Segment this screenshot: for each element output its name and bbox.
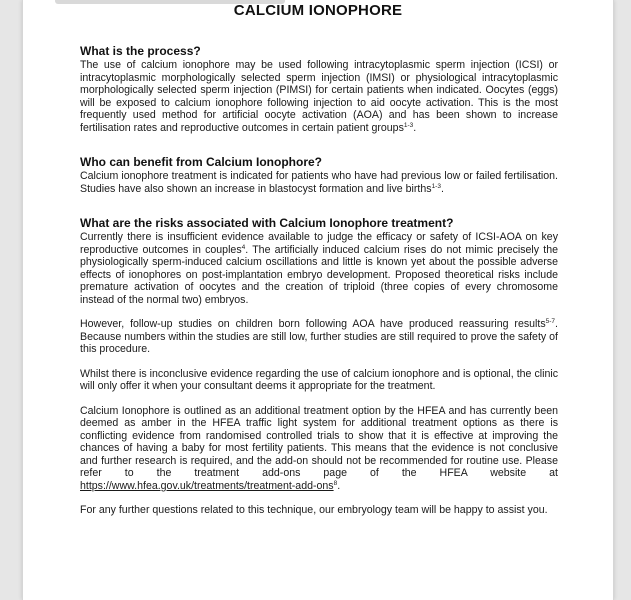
section-paragraph: Whilst there is inconclusive evidence regarding the use of calcium ionophore and is optional, the clinic will only offer it when your consultant deems it appropriate for the treatment. [80, 367, 558, 392]
document-title: CALCIUM IONOPHORE [233, 2, 403, 19]
section-paragraph: For any further questions related to this technique, our embryology team will be happy to assist you. [80, 504, 548, 516]
section-paragraph [80, 405, 558, 493]
section-risks [80, 216, 558, 517]
paragraph-text: . Because numbers within the studies are still low, further studies are still required to prove the safety of this procedure. [80, 318, 558, 355]
citation: 8 [333, 479, 338, 487]
citation: 1-3 [431, 182, 441, 190]
section-heading: What are the risks associated with Calcium Ionophore treatment? [80, 216, 454, 230]
paragraph-text: . [440, 182, 444, 195]
section-process [80, 44, 558, 134]
document-body [80, 44, 558, 517]
paragraph-text: Calcium Ionophore is outlined as an additional treatment option by the HFEA and has currently been deemed as amber in the HFEA traffic light system for additional treatment options as there is conflicting evidence from randomised controlled trials to show that it is effective at improving the chances of having a baby for most fertility patients. This means that the evidence is not conclusive and further research is required, and the add-on should not be recommended for routine use. Please refer to the treatment add-ons page of the HFEA website at [80, 404, 558, 479]
section-who-can-benefit [80, 155, 558, 195]
paragraph-text: The use of calcium ionophore may be used following intracytoplasmic sperm injection (ICSI) or intracytoplasmic morphologically selected sperm injection (IMSI) or physiological intracytoplasmic morphologically selected sperm injection (PIMSI) for certain patients when indicated. Oocytes (eggs) will be exposed to calcium ionophore following injection to aid oocyte activation. This is the most frequently used method for artificial oocyte activation (AOA) and has been shown to increase fertilisation rates and reproductive outcomes in certain patient groups [80, 59, 558, 134]
section-paragraph [80, 59, 558, 134]
section-paragraph [80, 231, 558, 306]
paragraph-text: Currently there is insufficient evidence available to judge the efficacy or safety of ICSI-AOA on key reproductive outcomes in couples [80, 231, 558, 256]
paragraph-text: . [413, 121, 417, 134]
section-heading: What is the process? [80, 44, 201, 58]
section-heading: Who can benefit from Calcium Ionophore? [80, 155, 323, 169]
citation: 1-3 [403, 121, 414, 129]
paragraph-text: Calcium ionophore treatment is indicated for patients who have had previous low or failed fertilisation. Studies have also shown an increase in blastocyst formation and live births [80, 170, 558, 195]
citation: 5-7 [545, 318, 556, 325]
section-paragraph [80, 170, 558, 195]
paragraph-text: . The artificially induced calcium rises do not mimic precisely the physiologically sperm-induced calcium oscillations and little is known yet about the possible adverse effects of ionophores on post-implantation embryo development. Proposed theoretical risks include premature activation of oocytes and the creation of triploid (three copies of every chromosome instead of the normal two) embryos. [80, 243, 558, 306]
citation: 4 [241, 243, 246, 251]
paragraph-text: However, follow-up studies on children born following AOA have produced reassuring results [80, 318, 546, 330]
section-paragraph [80, 318, 558, 356]
hfea-add-ons-link[interactable]: https://www.hfea.gov.uk/treatments/treatment-add-ons [80, 479, 334, 492]
document-page [22, 0, 614, 600]
paragraph-text: . [337, 479, 341, 492]
